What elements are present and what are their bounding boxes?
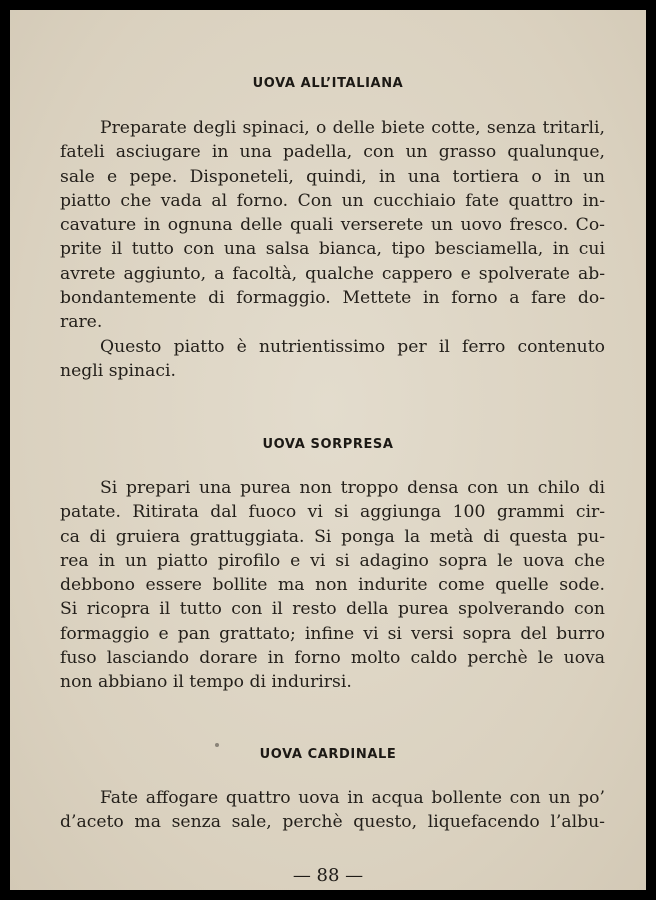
section-heading-uova-all-italiana: UOVA ALL’ITALIANA: [252, 76, 404, 91]
text-line: fuso lasciando dorare in forno molto caldo perchè le uova: [60, 648, 605, 669]
section-heading-uova-sorpresa: UOVA SORPRESA: [262, 437, 394, 452]
text-line: Si ricopra il tutto con il resto della purea spolverando con: [60, 599, 605, 620]
text-line: patate. Ritirata dal fuoco vi si aggiunga 100 grammi cir-: [60, 502, 605, 523]
text-line: piatto che vada al forno. Con un cucchiaio fate quattro in-: [60, 190, 605, 211]
paragraph: [60, 476, 605, 695]
page-number: — 88 —: [292, 865, 364, 886]
text-line: rare.: [60, 312, 103, 333]
text-line: rea in un piatto pirofilo e vi si adagino sopra le uova che: [60, 550, 605, 571]
text-line: formaggio e pan grattato; infine vi si versi sopra del burro: [60, 623, 605, 644]
text-line: negli spinaci.: [60, 361, 176, 382]
text-line: prite il tutto con una salsa bianca, tipo besciamella, in cui: [60, 239, 605, 260]
text-line: ca di gruiera grattuggiata. Si ponga la metà di questa pu-: [60, 526, 605, 547]
paragraph: [60, 786, 605, 835]
text-line: Preparate degli spinaci, o delle biete cotte, senza tritarli,: [100, 118, 605, 138]
text-line: Fate affogare quattro uova in acqua bollente con un po’: [100, 788, 605, 808]
section-heading-uova-cardinale: UOVA CARDINALE: [259, 747, 397, 762]
text-line: fateli asciugare in una padella, con un grasso qualunque,: [60, 142, 605, 163]
book-page: [10, 10, 646, 890]
text-line: non abbiano il tempo di indurirsi.: [60, 672, 352, 693]
text-line: bondantemente di formaggio. Mettete in forno a fare do-: [60, 288, 605, 309]
text-line: Questo piatto è nutrientissimo per il ferro contenuto: [100, 337, 605, 357]
text-line: avrete aggiunto, a facoltà, qualche cappero e spolverate ab-: [60, 263, 605, 284]
text-line: cavature in ognuna delle quali verserete un uovo fresco. Co-: [60, 215, 605, 236]
paragraph: [60, 335, 605, 384]
text-line: d’aceto ma senza sale, perchè questo, liquefacendo l’albu-: [60, 812, 605, 833]
text-line: sale e pepe. Disponeteli, quindi, in una tortiera o in un: [60, 166, 605, 187]
text-line: Si prepari una purea non troppo densa con un chilo di: [100, 478, 605, 498]
paragraph: [60, 116, 605, 335]
text-line: debbono essere bollite ma non indurite come quelle sode.: [60, 575, 605, 596]
